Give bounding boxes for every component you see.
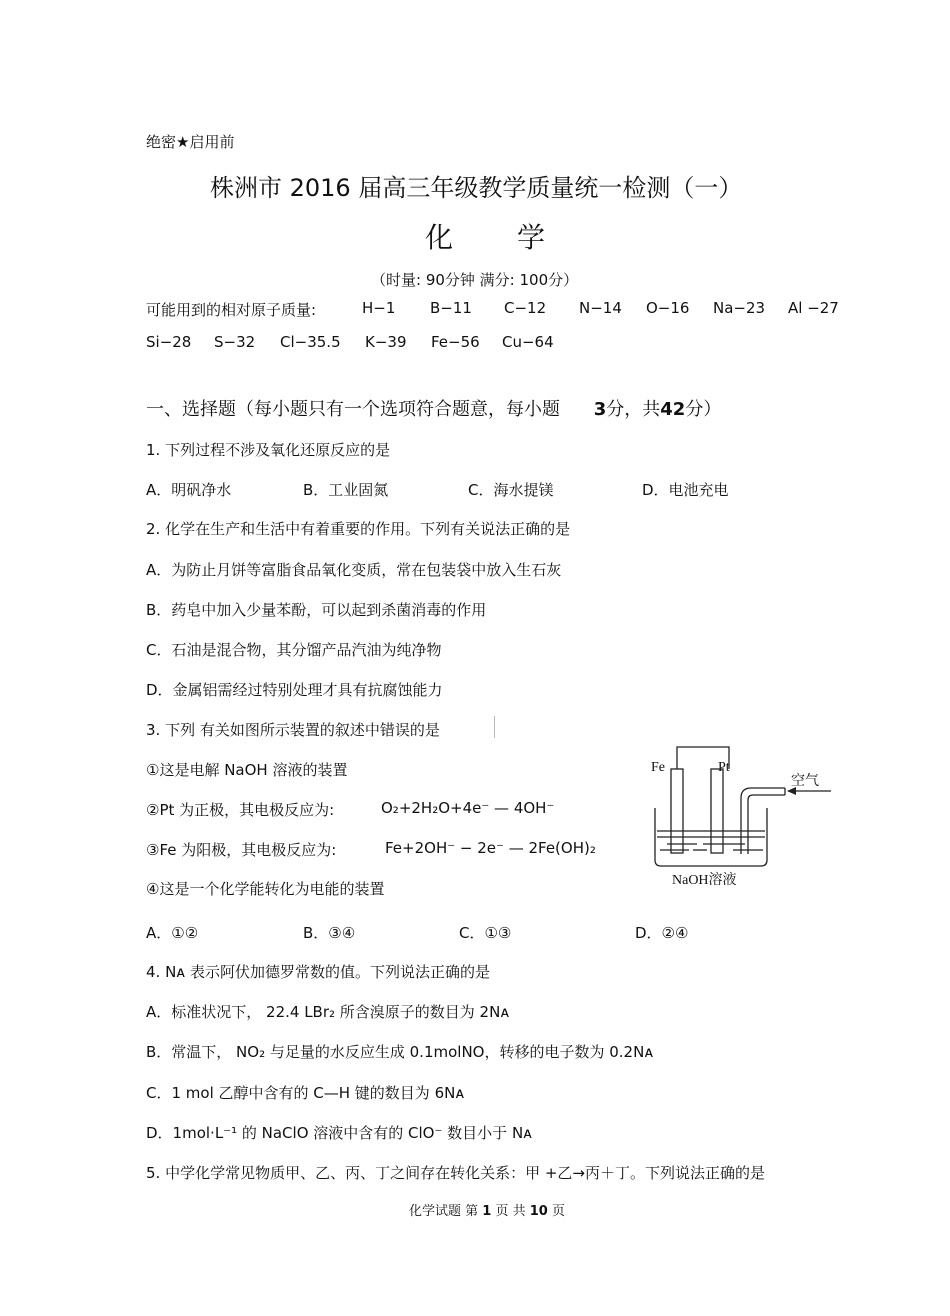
- figure-label-fe: Fe: [651, 760, 665, 775]
- figure-label-air: 空气: [791, 773, 819, 789]
- atomic-mass: Si−28: [146, 333, 192, 351]
- footer-page-number: 1: [482, 1204, 492, 1219]
- atomic-mass: O−16: [646, 299, 690, 317]
- apparatus-drawing: [645, 738, 845, 890]
- option: A．①②: [146, 924, 199, 942]
- option: B．常温下， NO₂ 与足量的水反应生成 0.1molNO，转移的电子数为 0.2Nᴀ: [146, 1043, 654, 1061]
- option: C．①③: [459, 924, 512, 942]
- score-total: 42: [660, 399, 686, 420]
- option: A．标准状况下， 22.4 LBr₂ 所含溴原子的数目为 2Nᴀ: [146, 1003, 510, 1021]
- divider: [494, 716, 495, 738]
- figure-label-pt: Pt: [718, 760, 730, 775]
- atomic-mass: C−12: [504, 299, 547, 317]
- statement-2-equation: O₂+2H₂O+4e⁻ — 4OH⁻: [381, 799, 555, 817]
- time-info: （时量: 90分钟 满分: 100分）: [371, 271, 579, 289]
- option: D．金属铝需经过特别处理才具有抗腐蚀能力: [146, 681, 443, 699]
- atomic-masses-line-2: [146, 333, 866, 355]
- section-heading-mid: 分，共: [606, 399, 661, 420]
- footer-mid: 页 共: [495, 1204, 526, 1219]
- atomic-mass: Cu−64: [502, 333, 554, 351]
- exam-title: 株洲市 2016 届高三年级教学质量统一检测（一）: [210, 174, 743, 202]
- subject-char-1: 化: [425, 221, 454, 254]
- atomic-mass: Na−23: [713, 299, 766, 317]
- atomic-mass: S−32: [214, 333, 256, 351]
- figure-label-solution: NaOH溶液: [672, 873, 737, 888]
- question-1-stem: 1. 下列过程不涉及氧化还原反应的是: [146, 441, 391, 459]
- question-3-options: [146, 922, 846, 944]
- section-heading: [146, 395, 721, 421]
- electrolysis-apparatus-figure: [645, 738, 845, 890]
- option: A．为防止月饼等富脂食品氧化变质，常在包装袋中放入生石灰: [146, 561, 562, 579]
- statement-2-label: ②Pt 为正极，其电极反应为:: [146, 801, 335, 819]
- statement-1: ①这是电解 NaOH 溶液的装置: [146, 761, 348, 779]
- option: D．②④: [635, 924, 689, 942]
- subject-char-2: 学: [517, 221, 546, 254]
- option: B．药皂中加入少量苯酚，可以起到杀菌消毒的作用: [146, 601, 487, 619]
- page-footer: [409, 1200, 565, 1219]
- option: C．海水提镁: [468, 481, 554, 499]
- option: B．③④: [303, 924, 356, 942]
- statement-3-label: ③Fe 为阳极，其电极反应为:: [146, 841, 337, 859]
- atomic-mass: H−1: [362, 299, 396, 317]
- question-2-stem: 2. 化学在生产和生活中有着重要的作用。下列有关说法正确的是: [146, 520, 571, 538]
- atomic-mass: Al −27: [788, 299, 839, 317]
- statement-4: ④这是一个化学能转化为电能的装置: [146, 880, 385, 898]
- score-each: 3: [593, 399, 607, 420]
- option: D．1mol·L⁻¹ 的 NaClO 溶液中含有的 ClO⁻ 数目小于 Nᴀ: [146, 1124, 533, 1142]
- atomic-masses-line-1: [146, 299, 866, 321]
- atomic-masses-label: 可能用到的相对原子质量:: [146, 301, 317, 319]
- atomic-mass: Fe−56: [431, 333, 480, 351]
- footer-pre: 化学试题 第: [409, 1204, 479, 1219]
- question-4-stem: 4. Nᴀ 表示阿伏加德罗常数的值。下列说法正确的是: [146, 963, 490, 981]
- option: C．1 mol 乙醇中含有的 C—H 键的数目为 6Nᴀ: [146, 1084, 465, 1102]
- statement-3-equation: Fe+2OH⁻ − 2e⁻ — 2Fe(OH)₂: [385, 839, 596, 857]
- atomic-mass: K−39: [365, 333, 407, 351]
- secret-label: 绝密★启用前: [146, 133, 235, 151]
- option: A．明矾净水: [146, 481, 232, 499]
- atomic-mass: Cl−35.5: [280, 333, 341, 351]
- question-5-stem: 5. 中学化学常见物质甲、乙、丙、丁之间存在转化关系：甲 +乙→丙＋丁。下列说法正确的是: [146, 1164, 765, 1182]
- option: D．电池充电: [642, 481, 729, 499]
- footer-post: 页: [551, 1204, 565, 1219]
- question-1-options: [146, 479, 846, 501]
- footer-total-pages: 10: [529, 1204, 548, 1219]
- atomic-mass: N−14: [579, 299, 622, 317]
- atomic-mass: B−11: [430, 299, 472, 317]
- section-heading-post: 分）: [685, 399, 722, 420]
- option: B．工业固氮: [303, 481, 389, 499]
- section-heading-pre: 一、选择题（每小题只有一个选项符合题意，每小题: [146, 399, 560, 420]
- option: C．石油是混合物，其分馏产品汽油为纯净物: [146, 641, 442, 659]
- question-3-stem: 3. 下列 有关如图所示装置的叙述中错误的是: [146, 721, 440, 739]
